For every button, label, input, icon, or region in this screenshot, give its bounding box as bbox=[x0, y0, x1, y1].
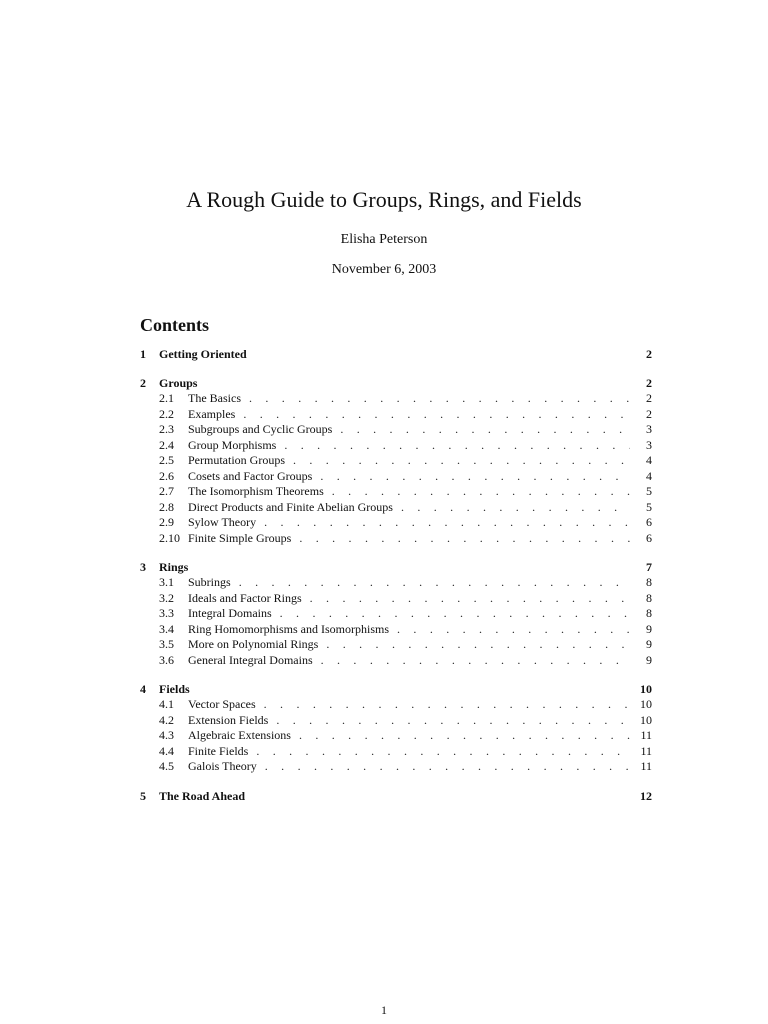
toc-subsection-title: Permutation Groups bbox=[188, 453, 285, 467]
toc-subsection-number: 2.2 bbox=[159, 406, 174, 421]
toc-subsection-number: 4.5 bbox=[159, 759, 174, 773]
toc-subsection-title: More on Polynomial Rings bbox=[188, 637, 319, 651]
toc-entry-4[interactable] bbox=[140, 681, 652, 697]
toc-entry-2.6[interactable] bbox=[140, 469, 652, 485]
toc-subsection-number: 2.3 bbox=[159, 422, 174, 436]
toc-section-2 bbox=[140, 375, 652, 546]
toc-subsection-number: 3.1 bbox=[159, 575, 174, 589]
toc-entry-5[interactable] bbox=[140, 788, 652, 804]
toc-entry-4.4[interactable] bbox=[140, 744, 652, 760]
toc-subsection-page: 3 bbox=[646, 422, 652, 436]
toc-subsection-page: 6 bbox=[646, 515, 652, 529]
toc-subsection-title: Subgroups and Cyclic Groups bbox=[188, 422, 333, 436]
toc-subsection-page: 11 bbox=[640, 743, 652, 758]
toc-dot-leader bbox=[280, 606, 630, 622]
toc-entry-2[interactable] bbox=[140, 375, 652, 391]
toc-dot-leader bbox=[276, 713, 630, 729]
toc-section-title: Fields bbox=[159, 682, 190, 696]
toc-subsection-title: Ring Homomorphisms and Isomorphisms bbox=[188, 621, 390, 636]
toc-entry-2.5[interactable] bbox=[140, 453, 652, 469]
toc-subsection-page: 2 bbox=[646, 391, 652, 405]
toc-entry-4.5[interactable] bbox=[140, 759, 652, 775]
toc-dot-leader bbox=[332, 484, 630, 500]
toc-subsection-number: 4.4 bbox=[159, 743, 174, 758]
toc-entry-2.7[interactable] bbox=[140, 484, 652, 500]
toc-section-number: 5 bbox=[140, 788, 146, 803]
toc-subsection-page: 8 bbox=[646, 575, 652, 589]
toc-subsection-title: The Basics bbox=[188, 391, 241, 405]
toc-subsection-page: 2 bbox=[646, 406, 652, 421]
toc-subsection-title: Vector Spaces bbox=[188, 697, 256, 711]
toc-subsection-number: 3.2 bbox=[159, 590, 174, 605]
toc-subsection-title: Group Morphisms bbox=[188, 437, 277, 452]
toc-dot-leader bbox=[256, 744, 630, 760]
toc-subsection-title: Examples bbox=[188, 406, 236, 421]
page-number: 1 bbox=[381, 1003, 387, 1017]
toc-entry-1[interactable] bbox=[140, 346, 652, 362]
document-title: A Rough Guide to Groups, Rings, and Fields bbox=[186, 187, 582, 212]
toc-dot-leader bbox=[320, 469, 630, 485]
toc-subsection-title: Finite Fields bbox=[188, 743, 249, 758]
toc-subsection-page: 11 bbox=[640, 759, 652, 773]
toc-subsection-number: 4.2 bbox=[159, 712, 174, 727]
toc-section-title: The Road Ahead bbox=[159, 788, 246, 803]
toc-entry-4.2[interactable] bbox=[140, 713, 652, 729]
toc-entry-4.3[interactable] bbox=[140, 728, 652, 744]
toc-dot-leader bbox=[239, 575, 630, 591]
toc-subsection-number: 2.5 bbox=[159, 453, 174, 467]
toc-section-1 bbox=[140, 346, 652, 362]
toc-subsection-page: 5 bbox=[646, 499, 652, 514]
toc-entry-3[interactable] bbox=[140, 559, 652, 575]
toc-subsection-title: Algebraic Extensions bbox=[188, 728, 291, 742]
toc-entry-3.5[interactable] bbox=[140, 637, 652, 653]
toc-section-number: 4 bbox=[140, 682, 146, 696]
toc-section-page: 10 bbox=[640, 682, 652, 696]
toc-subsection-title: General Integral Domains bbox=[188, 652, 313, 667]
toc-dot-leader bbox=[243, 407, 630, 423]
toc-subsection-number: 2.1 bbox=[159, 391, 174, 405]
toc-subsection-number: 2.8 bbox=[159, 499, 174, 514]
document-author: Elisha Peterson bbox=[340, 232, 428, 247]
toc-subsection-title: Subrings bbox=[188, 575, 231, 589]
toc-subsection-number: 3.5 bbox=[159, 637, 174, 651]
toc-section-page: 12 bbox=[640, 788, 652, 803]
contents-heading: Contents bbox=[140, 315, 210, 335]
toc-entry-3.3[interactable] bbox=[140, 606, 652, 622]
toc-subsection-title: Galois Theory bbox=[188, 759, 257, 773]
toc-subsection-number: 3.4 bbox=[159, 621, 174, 636]
toc-subsection-title: Direct Products and Finite Abelian Groups bbox=[188, 499, 393, 514]
toc-subsection-page: 8 bbox=[646, 590, 652, 605]
toc-subsection-number: 3.6 bbox=[159, 652, 174, 667]
toc-section-page: 7 bbox=[646, 560, 652, 574]
toc-subsection-page: 10 bbox=[640, 712, 652, 727]
toc-entry-3.1[interactable] bbox=[140, 575, 652, 591]
toc-subsection-number: 2.6 bbox=[159, 468, 174, 483]
toc-entry-2.8[interactable] bbox=[140, 500, 652, 516]
toc-subsection-page: 6 bbox=[646, 530, 652, 545]
toc-subsection-title: Ideals and Factor Rings bbox=[188, 590, 302, 605]
toc-subsection-page: 11 bbox=[640, 728, 652, 742]
toc-subsection-page: 9 bbox=[646, 652, 652, 667]
toc-subsection-number: 2.4 bbox=[159, 437, 174, 452]
toc-dot-leader bbox=[284, 438, 630, 454]
toc-entry-2.3[interactable] bbox=[140, 422, 652, 438]
toc-subsection-page: 8 bbox=[646, 606, 652, 620]
toc-subsection-title: Sylow Theory bbox=[188, 515, 257, 529]
toc-dot-leader bbox=[310, 591, 630, 607]
toc-subsection-number: 2.10 bbox=[159, 530, 180, 545]
toc-dot-leader bbox=[321, 653, 630, 669]
toc-subsection-page: 10 bbox=[640, 697, 652, 711]
toc-dot-leader bbox=[326, 637, 630, 653]
toc-subsection-number: 3.3 bbox=[159, 606, 174, 620]
toc-dot-leader bbox=[397, 622, 630, 638]
toc-section-4 bbox=[140, 681, 652, 775]
toc-subsection-page: 5 bbox=[646, 484, 652, 498]
toc-subsection-page: 3 bbox=[646, 437, 652, 452]
toc-dot-leader bbox=[401, 500, 630, 516]
toc-dot-leader bbox=[293, 453, 630, 469]
toc-dot-leader bbox=[340, 422, 630, 438]
toc-entry-2.9[interactable] bbox=[140, 515, 652, 531]
toc-entry-3.2[interactable] bbox=[140, 591, 652, 607]
toc-entry-2.10[interactable] bbox=[140, 531, 652, 547]
toc-entry-3.6[interactable] bbox=[140, 653, 652, 669]
toc-dot-leader bbox=[264, 515, 630, 531]
toc-subsection-page: 4 bbox=[646, 453, 652, 467]
toc-subsection-title: Integral Domains bbox=[188, 606, 272, 620]
toc-subsection-title: Finite Simple Groups bbox=[188, 530, 292, 545]
toc-section-number: 2 bbox=[140, 376, 146, 390]
toc-entry-2.1[interactable] bbox=[140, 391, 652, 407]
toc-subsection-page: 4 bbox=[646, 468, 652, 483]
toc-dot-leader bbox=[249, 391, 630, 407]
toc-section-title: Rings bbox=[159, 560, 189, 574]
toc-subsection-title: Cosets and Factor Groups bbox=[188, 468, 313, 483]
toc-subsection-number: 2.9 bbox=[159, 515, 174, 529]
toc-subsection-page: 9 bbox=[646, 621, 652, 636]
toc-subsection-number: 2.7 bbox=[159, 484, 174, 498]
toc-subsection-number: 4.1 bbox=[159, 697, 174, 711]
toc-dot-leader bbox=[264, 697, 630, 713]
toc-section-3 bbox=[140, 559, 652, 668]
toc-subsection-title: Extension Fields bbox=[188, 712, 269, 727]
toc-section-title: Getting Oriented bbox=[159, 347, 247, 361]
toc-section-number: 3 bbox=[140, 560, 146, 574]
toc-section-5 bbox=[140, 788, 652, 804]
toc-subsection-title: The Isomorphism Theorems bbox=[188, 484, 324, 498]
toc-subsection-page: 9 bbox=[646, 637, 652, 651]
toc-section-number: 1 bbox=[140, 347, 146, 361]
toc-entry-2.4[interactable] bbox=[140, 438, 652, 454]
toc-dot-leader bbox=[299, 728, 630, 744]
document-date: November 6, 2003 bbox=[331, 262, 437, 277]
toc-section-title: Groups bbox=[159, 376, 198, 390]
toc-section-page: 2 bbox=[646, 347, 652, 361]
toc-section-page: 2 bbox=[646, 376, 652, 390]
toc-dot-leader bbox=[299, 531, 630, 547]
toc-entry-2.2[interactable] bbox=[140, 407, 652, 423]
toc-entry-4.1[interactable] bbox=[140, 697, 652, 713]
toc-dot-leader bbox=[265, 759, 630, 775]
table-of-contents bbox=[140, 346, 652, 817]
toc-entry-3.4[interactable] bbox=[140, 622, 652, 638]
toc-subsection-number: 4.3 bbox=[159, 728, 174, 742]
